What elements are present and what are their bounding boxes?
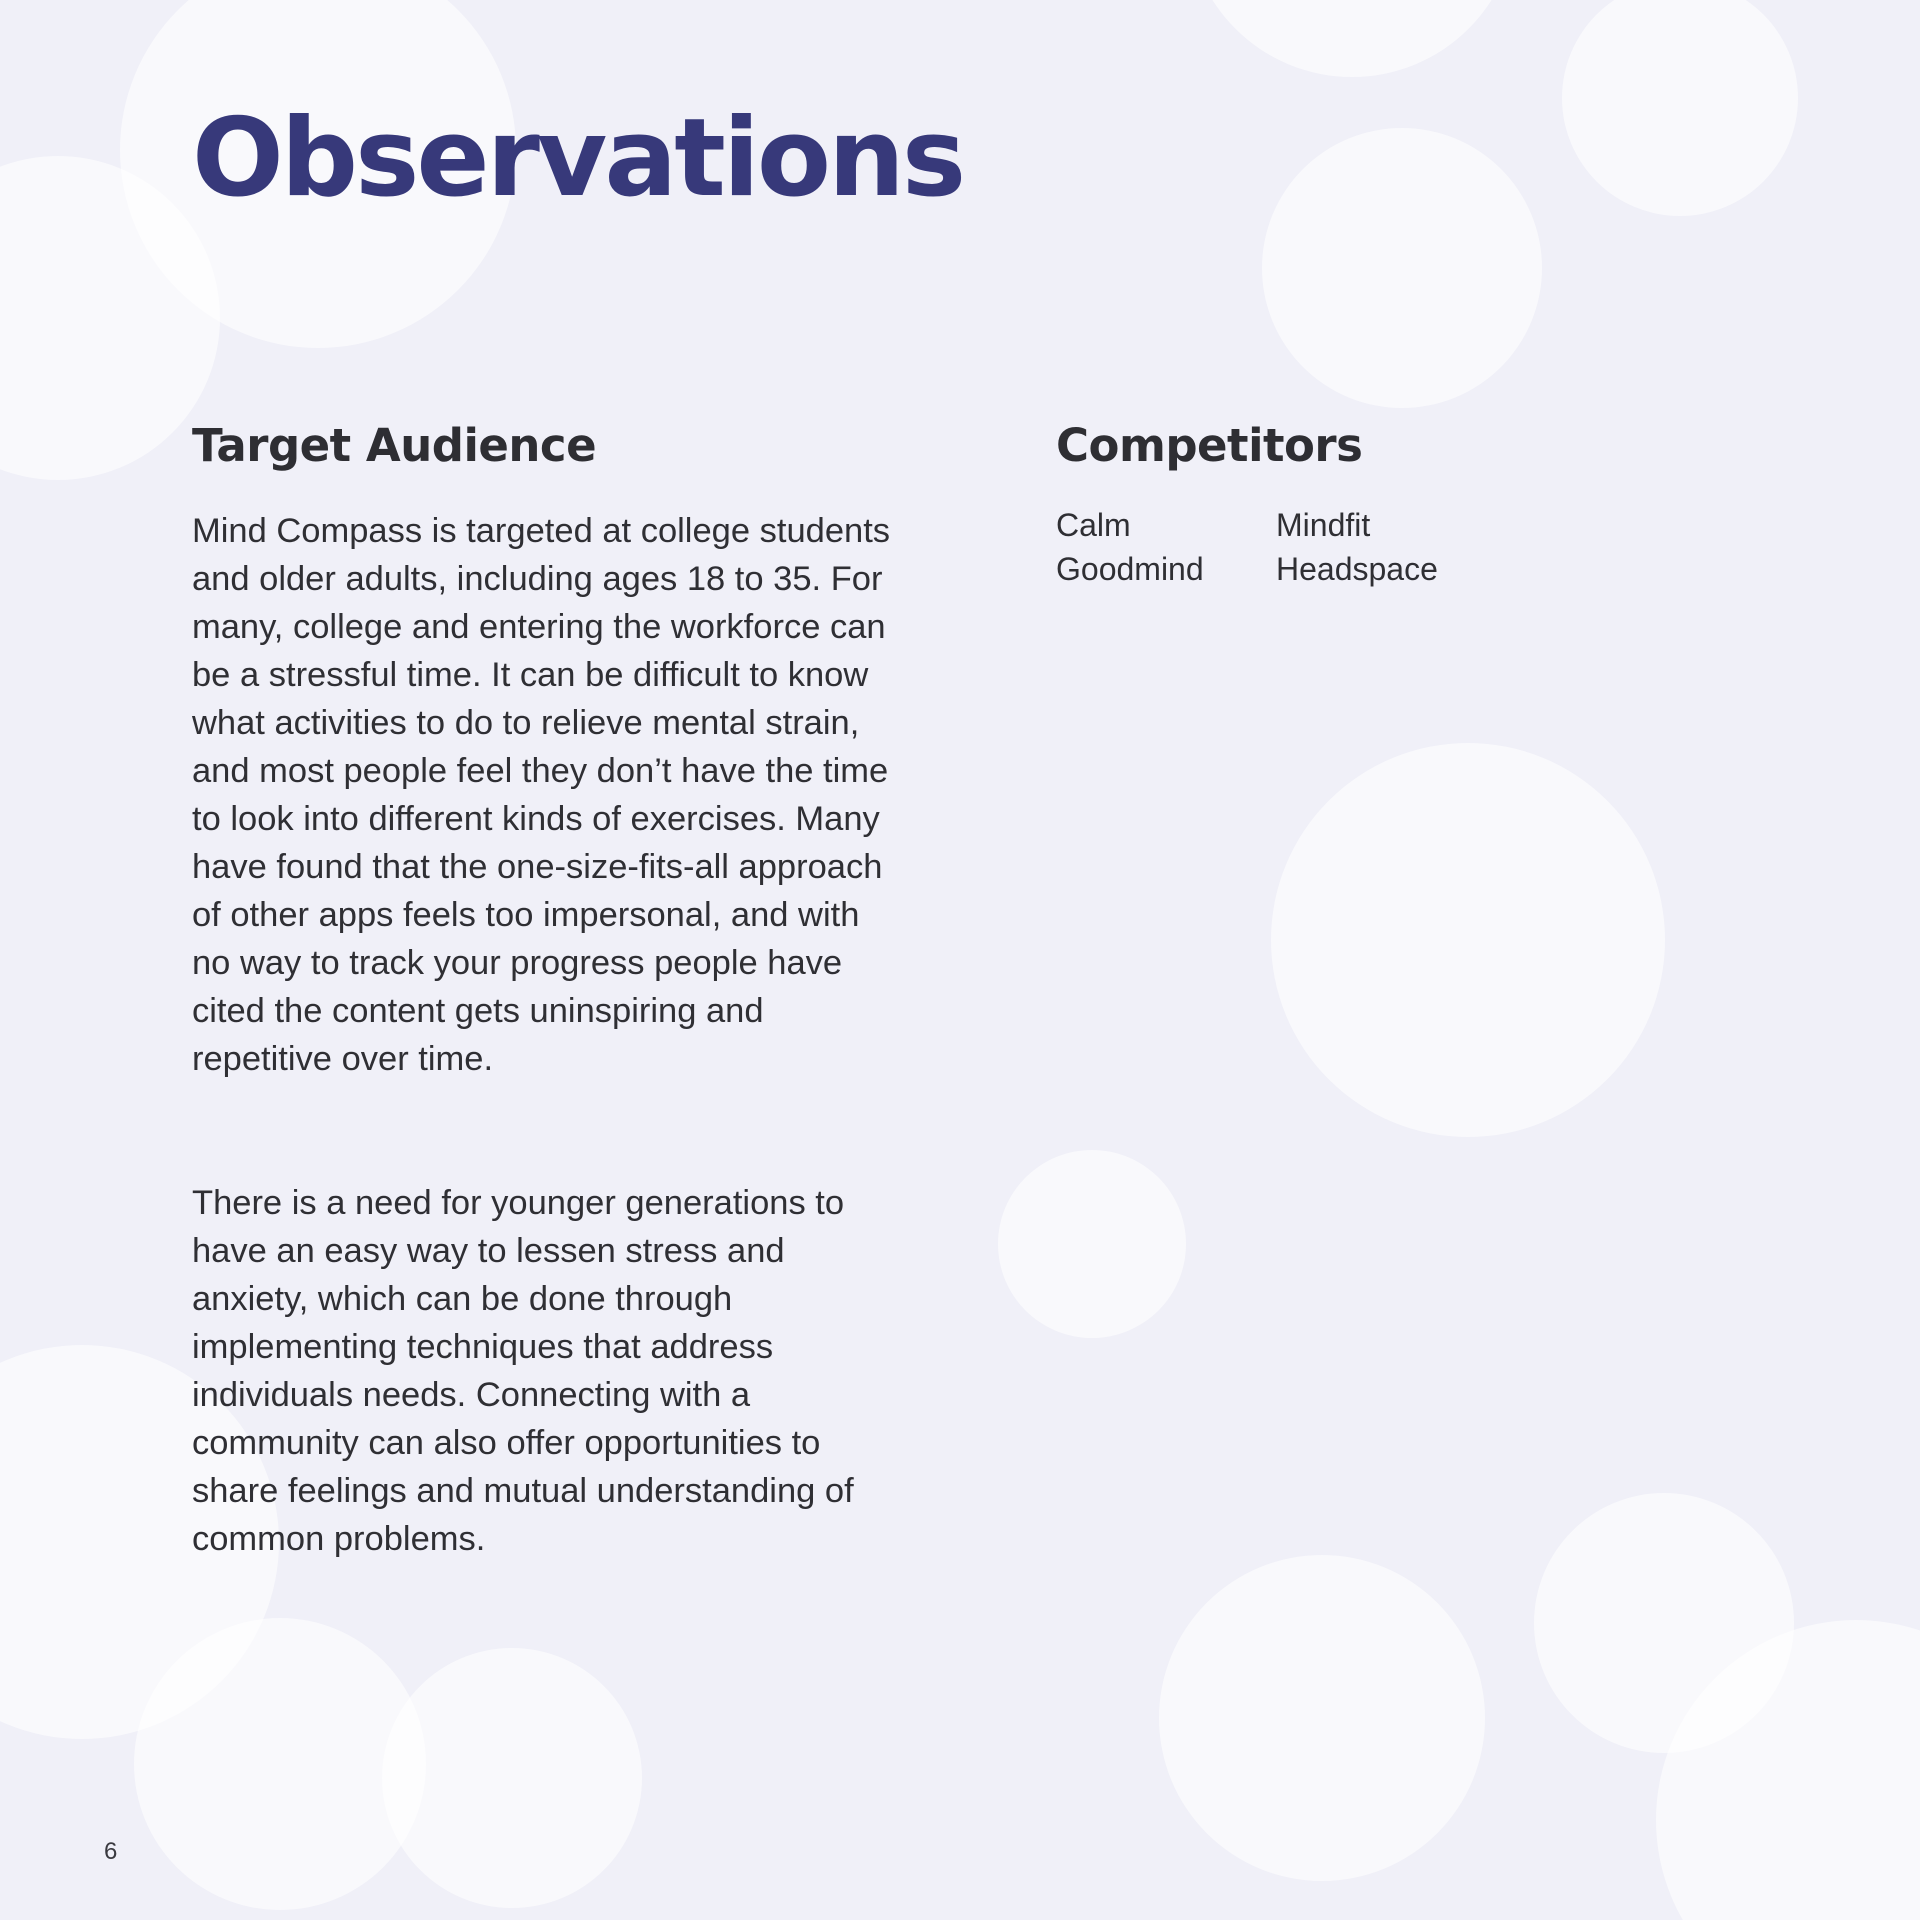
competitors-heading: Competitors [1056, 419, 1363, 472]
page-title: Observations [192, 96, 964, 221]
target-audience-heading: Target Audience [192, 419, 597, 472]
target-audience-paragraph-1: Mind Compass is targeted at college students and older adults, including ages 18 to 35. For many, college and entering the workforce can be a stressful time. It can be difficult to know what activities to do to relieve mental strain, and most people feel they don’t have the time to look into different kinds of exercises. Many have found that the one-size-fits-all approach of other apps feels too impersonal, and with no way to track your progress people have cited the content gets uninspiring and repetitive over time. [192, 512, 891, 1078]
competitor-item: Headspace [1276, 551, 1438, 587]
bubble [1271, 743, 1665, 1137]
bubble [134, 1618, 426, 1910]
competitors-list [1056, 505, 1496, 589]
competitor-item: Calm [1056, 507, 1131, 543]
competitor-item: Mindfit [1276, 507, 1371, 543]
bubble [1562, 0, 1798, 216]
competitor-item: Goodmind [1056, 551, 1204, 587]
bubble [1159, 1555, 1485, 1881]
bubble [1262, 128, 1542, 408]
target-audience-paragraph-2: There is a need for younger generations to have an easy way to lessen stress and anxiety, which can be done through implementing techniques that address individuals needs. Connecting with a community can also offer opportunities to share feelings and mutual understanding of common problems. [192, 1184, 854, 1558]
bubble [998, 1150, 1186, 1338]
page-number: 6 [104, 1838, 118, 1865]
bubble [382, 1648, 642, 1908]
bubble [1187, 0, 1517, 77]
